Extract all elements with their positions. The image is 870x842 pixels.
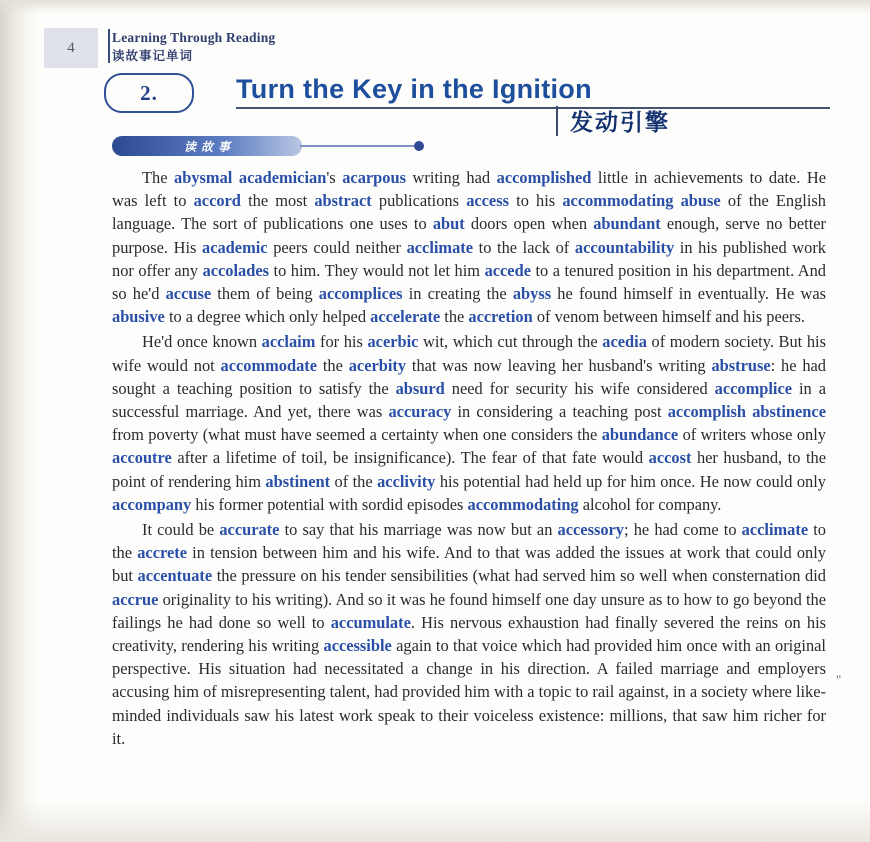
paragraph: The abysmal academician's acarpous writing had accomplished little in achievements to date. He was left to accord the most abstract publications access to his accommodating abuse of the English language. The sort of publications one uses to abut doors open when abundant enough, serve no better purpose. His academic peers could neither acclimate to the lack of accountability in his published work nor offer any accolades to him. They would not let him accede to a tenured position in his department. And so he'd accuse them of being accomplices in creating the abyss he found himself in eventually. He was abusive to a degree which only helped accelerate the accretion of venom between himself and his peers.: [112, 168, 827, 327]
vocabulary-word: accomplices: [318, 284, 403, 304]
vocabulary-word: acarpous: [342, 168, 406, 187]
vocabulary-word: accomplice: [714, 378, 793, 398]
scan-shadow-left: [0, 0, 36, 842]
section-ribbon-dot: [414, 141, 424, 151]
title-cn-bar: [556, 106, 558, 136]
series-title-cn: 读故事记单词: [112, 47, 194, 63]
vocabulary-word: abuse: [680, 191, 721, 211]
paragraph: He'd once known acclaim for his acerbic wit, which cut through the acedia of modern society. But his wife would not accommodate the acerbity that was now leaving her husband's writing abstruse: he had sought a teaching position to satisfy the absurd need for security his wife considered accomplice in a successful marriage. And yet, there was accuracy in considering a teaching post accomplish abstinence from poverty (what must have seemed a certainty when one considers the abundance of writers whose only accoutre after a lifetime of toil, be insignificance). The fear of that fate would accost her husband, to the point of rendering him abstinent of the acclivity his potential had held up for him once. He now could only accompany his former potential with sordid episodes accommodating alcohol for company.: [112, 332, 827, 514]
vocabulary-word: access: [466, 191, 509, 211]
vocabulary-word: absurd: [395, 378, 445, 398]
vocabulary-word: accolades: [202, 260, 270, 280]
vocabulary-word: acedia: [602, 332, 647, 352]
vocabulary-word: accomplished: [496, 168, 592, 187]
vocabulary-word: accurate: [219, 520, 280, 540]
vocabulary-word: acclimate: [406, 237, 474, 257]
vocabulary-word: acerbity: [348, 355, 407, 375]
scan-shadow-bottom: [0, 800, 870, 842]
vocabulary-word: abstract: [314, 191, 372, 211]
title-underline: [236, 107, 830, 109]
chapter-title-cn-group: [556, 104, 670, 137]
vocabulary-word: accuse: [165, 284, 212, 304]
vocabulary-word: accommodating: [467, 494, 579, 514]
vocabulary-word: accrue: [112, 589, 159, 609]
vocabulary-word: abut: [432, 214, 465, 234]
vocabulary-word: abusive: [112, 307, 165, 327]
vocabulary-word: academician: [238, 168, 327, 187]
vocabulary-word: accede: [484, 260, 531, 280]
vocabulary-word: accumulate: [330, 612, 411, 632]
vocabulary-word: accessible: [323, 636, 392, 656]
vocabulary-word: academic: [202, 237, 268, 257]
vocabulary-word: accord: [193, 191, 241, 211]
scan-artifact-mark: ": [836, 672, 842, 687]
vocabulary-word: accelerate: [370, 307, 441, 327]
vocabulary-word: accrete: [137, 543, 187, 563]
section-ribbon: [112, 136, 302, 156]
section-ribbon-line: [300, 145, 418, 147]
vocabulary-word: accountability: [574, 237, 675, 257]
vocabulary-word: acclimate: [741, 520, 809, 540]
vocabulary-word: abyss: [512, 284, 552, 304]
vocabulary-word: accuracy: [388, 402, 452, 422]
vocabulary-word: accoutre: [112, 448, 172, 468]
vocabulary-word: abstinence: [752, 402, 826, 422]
chapter-title-cn: 发动引擎: [570, 110, 670, 136]
vocabulary-word: accommodating: [562, 191, 674, 211]
vocabulary-word: abundant: [593, 214, 661, 234]
article-body: [112, 166, 826, 752]
vocabulary-word: acerbic: [367, 332, 419, 352]
page-title: Turn the Key in the Ignition: [236, 74, 592, 104]
vocabulary-word: accretion: [468, 307, 533, 327]
vocabulary-word: accomplish: [667, 402, 747, 422]
paragraph: It could be accurate to say that his marriage was now but an accessory; he had come to acclimate to the accrete in tension between him and his wife. And to that was added the issues at work that could only but accentuate the pressure on his tender sensibilities (what had served him so well when consternation did accrue originality to his writing). And so it was he found himself one day unsure as to how to go beyond the failings he had done so well to accumulate. His nervous exhaustion had finally severed the reins on his creativity, rendering his writing accessible again to that voice which had provided him once with an original perspective. His situation had necessitated a change in his direction. A failed marriage and employers accusing him of misrepresenting talent, had provided him with a topic to rail against, in a society where like-minded individuals saw his latest work speak to their voiceless existence: millions, that saw him richer for it.: [112, 520, 827, 748]
vocabulary-word: accentuate: [137, 566, 213, 586]
chapter-number-badge: 2.: [104, 73, 194, 113]
vocabulary-word: abundance: [601, 425, 679, 445]
vocabulary-word: acclivity: [377, 471, 436, 491]
vocabulary-word: accessory: [557, 520, 624, 540]
vocabulary-word: acclaim: [261, 332, 316, 352]
vocabulary-word: abstinent: [265, 471, 331, 491]
running-header: [112, 30, 275, 64]
series-title-en: Learning Through Reading: [112, 30, 276, 45]
vocabulary-word: accommodate: [220, 355, 318, 375]
vocabulary-word: abstruse: [711, 355, 771, 375]
vocabulary-word: abysmal: [174, 168, 233, 187]
page-number: 4: [44, 28, 98, 68]
scan-shadow-top: [0, 0, 870, 14]
vocabulary-word: accost: [648, 448, 692, 468]
header-divider-rule: [108, 29, 110, 63]
vocabulary-word: accompany: [112, 494, 192, 514]
section-ribbon-label: 读故事: [183, 139, 235, 154]
